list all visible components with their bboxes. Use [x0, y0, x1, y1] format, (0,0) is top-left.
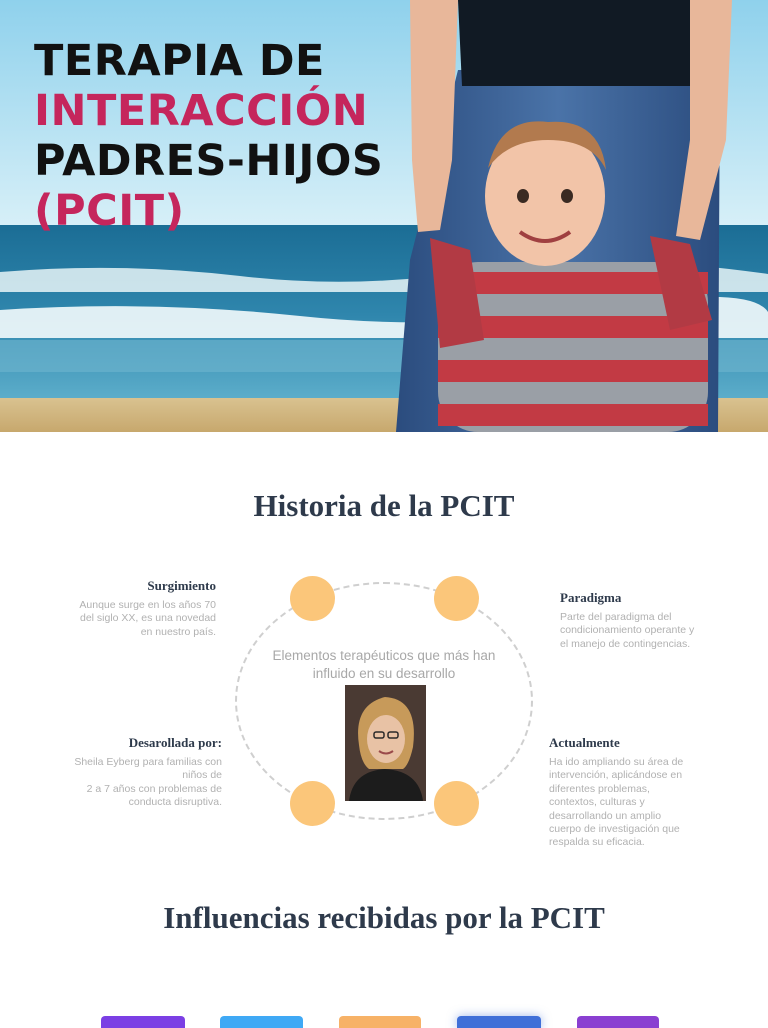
timeline-dot	[434, 781, 479, 826]
hero-title-line: (PCIT)	[34, 186, 185, 236]
item-text: Parte del paradigma del condicionamiento operante y el manejo de contingencias.	[560, 611, 695, 650]
history-item-surgimiento	[60, 578, 216, 639]
hero-title-line: TERAPIA DE	[34, 36, 325, 86]
timeline-dot	[290, 781, 335, 826]
influence-card-tab	[577, 1016, 659, 1028]
hero-banner	[0, 0, 768, 432]
history-title: Historia de la PCIT	[253, 488, 515, 523]
hero-title-line: INTERACCIÓN	[34, 86, 369, 136]
influence-card-tab	[220, 1016, 303, 1028]
history-item-actualmente	[549, 735, 724, 850]
item-text: Aunque surge en los años 70 del siglo XX, es una novedad en nuestro país.	[79, 599, 216, 638]
history-item-paradigma	[560, 590, 735, 651]
hero-title	[34, 36, 383, 236]
influence-card-tab	[457, 1016, 541, 1028]
influences-title: Influencias recibidas por la PCIT	[163, 900, 605, 935]
portrait-photo	[345, 685, 426, 801]
item-heading: Actualmente	[549, 735, 620, 750]
influence-card-tab	[339, 1016, 421, 1028]
item-heading: Paradigma	[560, 590, 622, 605]
center-caption: Elementos terapéuticos que más han influido en su desarrollo	[272, 648, 496, 681]
timeline-dot	[434, 576, 479, 621]
influence-card-tab	[101, 1016, 185, 1028]
item-text: Sheila Eyberg para familias con niños de 2 a 7 años con problemas de conducta disruptiva.	[74, 756, 222, 809]
timeline-dot	[290, 576, 335, 621]
history-item-desarollada	[50, 735, 222, 810]
item-heading: Surgimiento	[147, 578, 216, 593]
item-text: Ha ido ampliando su área de intervención, aplicándose en diferentes problemas, contextos, culturas y desarrollando un amplio cuerpo de investigación que respalda su eficacia.	[549, 756, 684, 849]
item-heading: Desarollada por:	[128, 735, 222, 750]
hero-title-line: PADRES-HIJOS	[34, 136, 384, 186]
